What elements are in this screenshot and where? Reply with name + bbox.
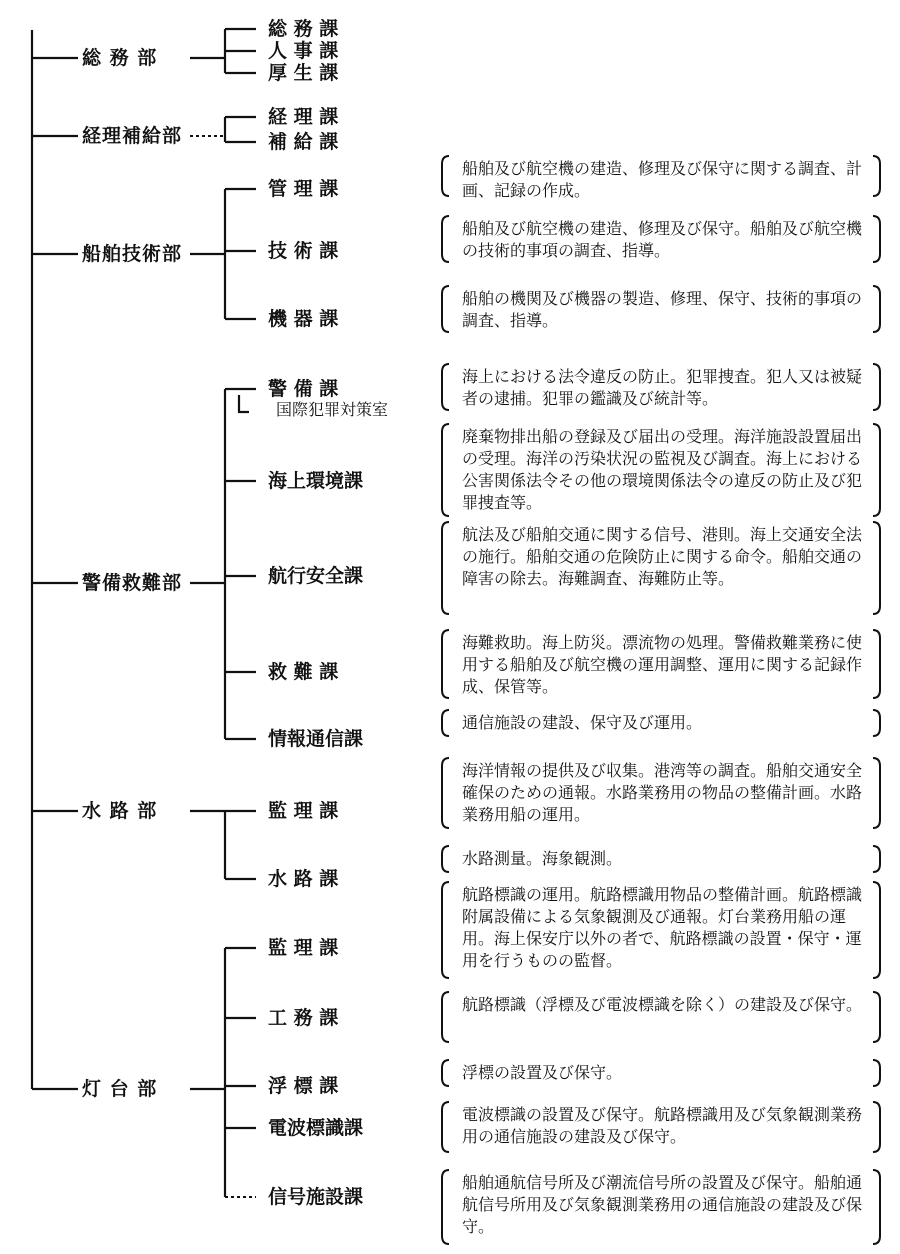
dept-4-section-2-description: 廃棄物排出船の登録及び届出の受理。海洋施設設置届出の受理。海洋の汚染状況の監視及び調査。海上における公害関係法令その他の環境関係法令の違反の防止及び犯罪捜査等。 [462, 427, 863, 512]
dept-3-name: 船舶技術部 [82, 243, 183, 265]
desc-right-bracket [873, 1060, 880, 1086]
dept-6-section-5-name: 信号施設課 [268, 1186, 364, 1208]
desc-left-bracket [442, 1060, 449, 1086]
dept-3-section-3-name: 機 器 課 [268, 308, 339, 330]
dept-6-section-5-description: 船舶通航信号所及び潮流信号所の設置及び保守。船舶通航信号所用及び気象観測業務用の通信施設の建設及び保守。 [462, 1173, 863, 1236]
dept-6-name: 灯 台 部 [82, 1078, 158, 1100]
dept-1-section-1-name: 総 務 課 [268, 18, 339, 40]
dept-4-section-5-description: 通信施設の建設、保守及び運用。 [462, 713, 703, 732]
desc-right-bracket [873, 846, 880, 872]
dept-4-section-2-name: 海上環境課 [268, 470, 364, 492]
dept-6-section-1-name: 監 理 課 [268, 937, 339, 959]
desc-right-bracket [873, 992, 880, 1042]
desc-left-bracket [442, 710, 449, 736]
dept-3-section-2-name: 技 術 課 [268, 240, 339, 262]
dept-3-section-1-name: 管 理 課 [268, 178, 339, 200]
dept-4-section-1-sub-office: 国際犯罪対策室 [276, 400, 389, 419]
dept-1-section-3-name: 厚 生 課 [268, 62, 339, 84]
desc-left-bracket [442, 156, 449, 196]
dept-3-section-2-description: 船舶及び航空機の建造、修理及び保守。船舶及び航空機の技術的事項の調査、指導。 [462, 219, 863, 260]
desc-left-bracket [442, 630, 449, 698]
desc-right-bracket [873, 1102, 880, 1152]
desc-left-bracket [442, 364, 449, 410]
dept-5-section-1-name: 監 理 課 [268, 800, 339, 822]
dept-1-name: 総 務 部 [82, 47, 158, 69]
dept-4-section-5-name: 情報通信課 [268, 728, 364, 750]
dept-2-name: 経理補給部 [82, 125, 183, 147]
desc-right-bracket [873, 156, 880, 196]
desc-right-bracket [873, 630, 880, 698]
desc-left-bracket [442, 216, 449, 262]
dept-5-section-2-name: 水 路 課 [268, 868, 339, 890]
dept-2-section-1-name: 経 理 課 [268, 106, 339, 128]
dept-4-section-1-description: 海上における法令違反の防止。犯罪捜査。犯人又は被疑者の逮捕。犯罪の鑑識及び統計等。 [462, 367, 863, 408]
desc-right-bracket [873, 882, 880, 978]
desc-left-bracket [442, 522, 449, 614]
dept-2-section-2-name: 補 給 課 [268, 131, 339, 153]
sub-office-connector [239, 395, 249, 412]
desc-right-bracket [873, 758, 880, 828]
dept-4-section-4-description: 海難救助。海上防災。漂流物の処理。警備救難業務に使用する船舶及び航空機の運用調整、運用に関する記録作成、保管等。 [462, 633, 863, 696]
desc-left-bracket [442, 1170, 449, 1244]
desc-left-bracket [442, 286, 449, 332]
dept-6-section-2-name: 工 務 課 [268, 1007, 339, 1029]
desc-right-bracket [873, 216, 880, 262]
dept-6-section-4-description: 電波標識の設置及び保守。航路標識用及び気象観測業務用の通信施設の建設及び保守。 [462, 1105, 863, 1146]
desc-right-bracket [873, 364, 880, 410]
desc-right-bracket [873, 424, 880, 516]
dept-6-section-1-description: 航路標識の運用。航路標識用物品の整備計画。航路標識附属設備による気象観測及び通報。灯台業務用船の運用。海上保安庁以外の者で、航路標識の設置・保守・運用を行うものの監督。 [462, 885, 863, 970]
dept-1-section-2-name: 人 事 課 [268, 40, 339, 62]
dept-3-section-3-description: 船舶の機関及び機器の製造、修理、保守、技術的事項の調査、指導。 [462, 289, 863, 330]
dept-4-section-1-name: 警 備 課 [268, 378, 339, 400]
dept-5-name: 水 路 部 [82, 800, 158, 822]
desc-right-bracket [873, 710, 880, 736]
dept-4-section-3-name: 航行安全課 [268, 565, 364, 587]
desc-right-bracket [873, 1170, 880, 1244]
desc-left-bracket [442, 424, 449, 516]
desc-left-bracket [442, 992, 449, 1042]
desc-left-bracket [442, 1102, 449, 1152]
desc-left-bracket [442, 882, 449, 978]
dept-6-section-4-name: 電波標識課 [268, 1117, 364, 1139]
desc-right-bracket [873, 286, 880, 332]
dept-4-name: 警備救難部 [82, 572, 183, 594]
desc-left-bracket [442, 846, 449, 872]
desc-left-bracket [442, 758, 449, 828]
dept-6-section-3-name: 浮 標 課 [268, 1075, 339, 1097]
dept-5-section-2-description: 水路測量。海象観測。 [462, 849, 623, 868]
dept-6-section-3-description: 浮標の設置及び保守。 [462, 1063, 623, 1082]
dept-6-section-2-description: 航路標識（浮標及び電波標識を除く）の建設及び保守。 [462, 995, 863, 1014]
dept-4-section-4-name: 救 難 課 [268, 661, 339, 683]
desc-right-bracket [873, 522, 880, 614]
dept-3-section-1-description: 船舶及び航空機の建造、修理及び保守に関する調査、計画、記録の作成。 [462, 159, 863, 200]
dept-5-section-1-description: 海洋情報の提供及び収集。港湾等の調査。船舶交通安全確保のための通報。水路業務用の物品の整備計画。水路業務用船の運用。 [462, 761, 863, 824]
dept-4-section-3-description: 航法及び船舶交通に関する信号、港則。海上交通安全法の施行。船舶交通の危険防止に関する命令。船舶交通の障害の除去。海難調査、海難防止等。 [462, 525, 863, 588]
